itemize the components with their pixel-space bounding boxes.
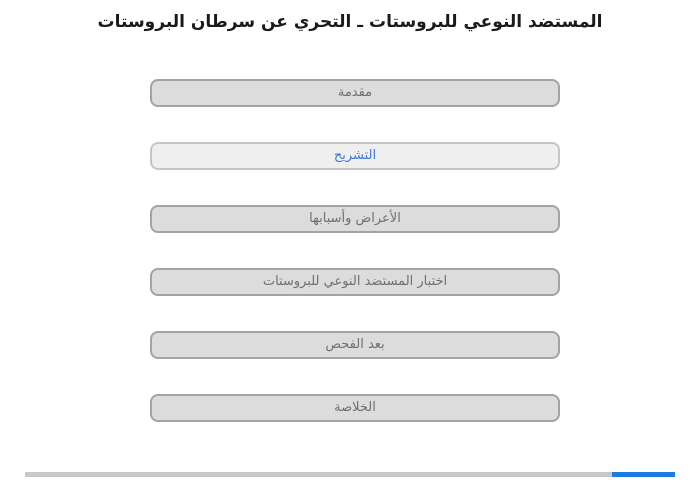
progress-bar [25, 472, 675, 477]
page-title: المستضد النوعي للبروستات ـ التحري عن سرطان البروستات [97, 12, 603, 32]
menu-item-after-test[interactable]: بعد الفحص [150, 331, 560, 359]
menu-item-psa-test[interactable]: اختبار المستضد النوعي للبروستات [150, 268, 560, 296]
menu-item-symptoms-causes[interactable]: الأعراض وأسبابها [150, 205, 560, 233]
menu-item-anatomy[interactable]: التشريح [150, 142, 560, 170]
menu-item-summary[interactable]: الخلاصة [150, 394, 560, 422]
progress-bar-fill [612, 472, 675, 477]
lesson-menu [150, 79, 560, 457]
menu-item-introduction[interactable]: مقدمة [150, 79, 560, 107]
